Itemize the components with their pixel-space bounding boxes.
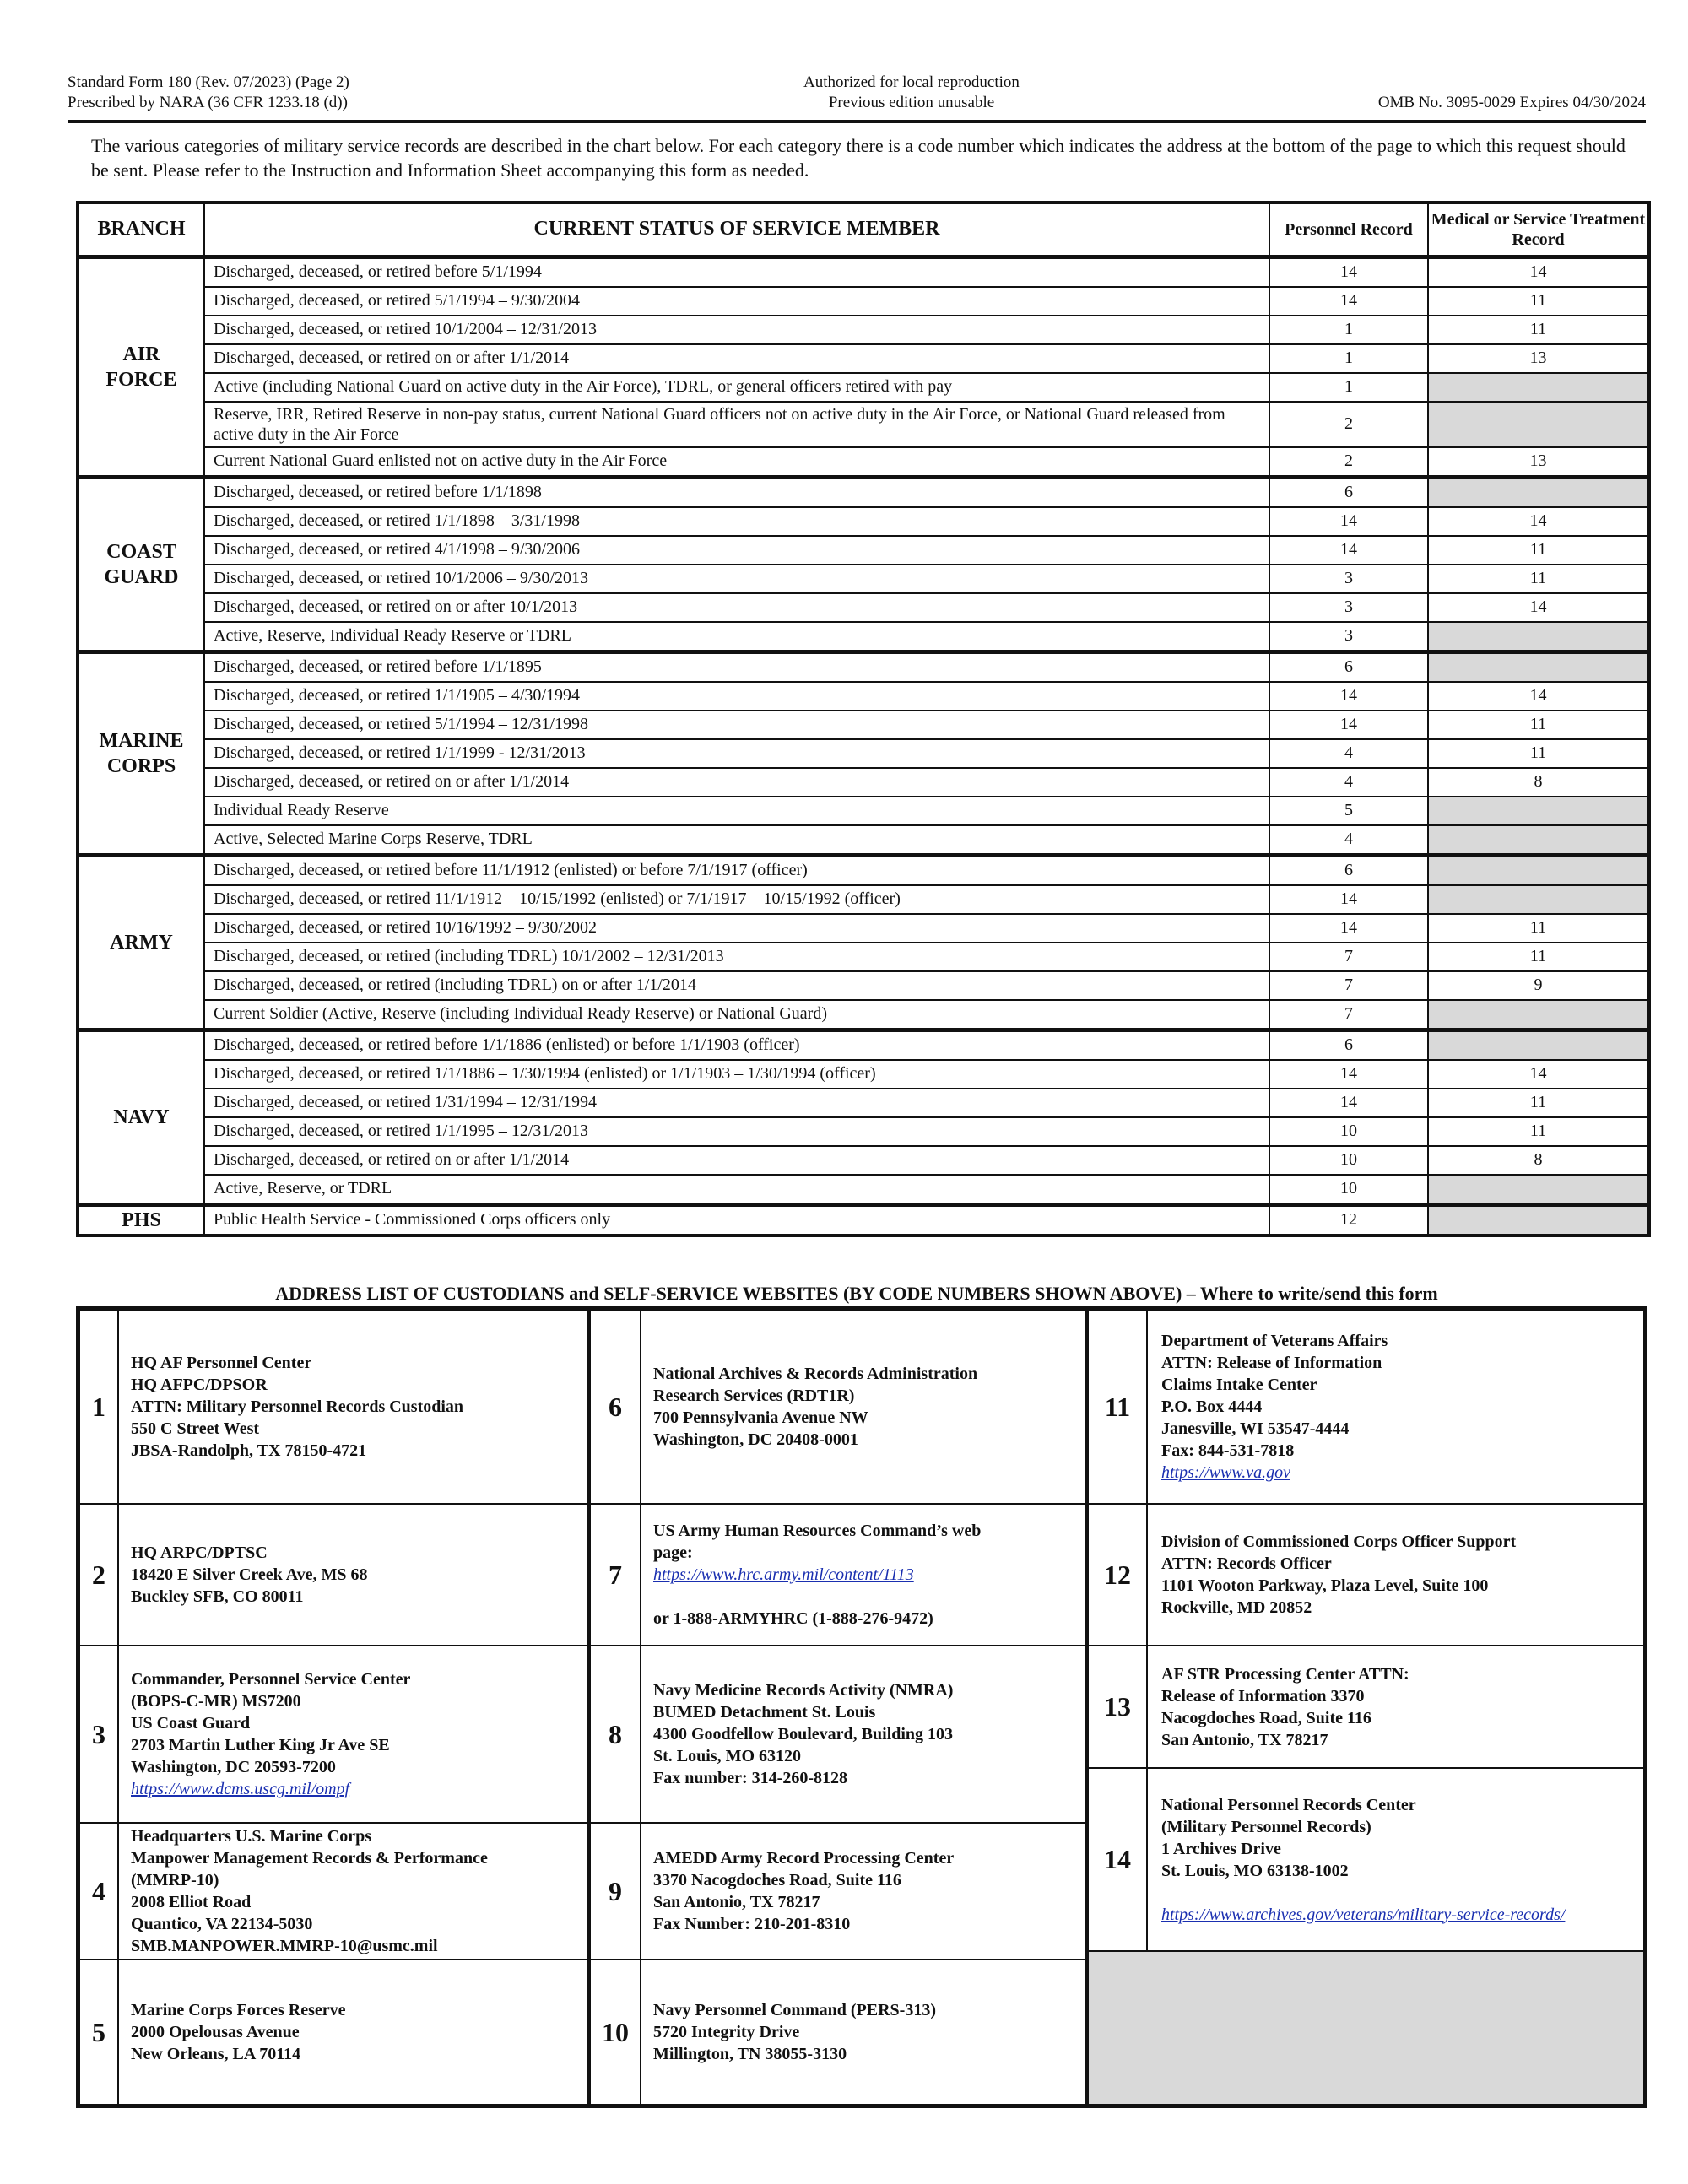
table-row xyxy=(78,477,1649,507)
address-line: 3370 Nacogdoches Road, Suite 116 xyxy=(653,1871,901,1889)
medical-code: 11 xyxy=(1428,316,1649,344)
branch-name-line1: ARMY xyxy=(110,931,173,954)
address-line: Fax number: 314-260-8128 xyxy=(653,1769,847,1787)
website-link[interactable]: https://www.archives.gov/veterans/military-service-records/ xyxy=(1161,1905,1566,1924)
address-line: Division of Commissioned Corps Officer Support xyxy=(1161,1533,1517,1551)
table-row xyxy=(78,651,1649,682)
address-line: 18420 E Silver Creek Ave, MS 68 xyxy=(131,1565,368,1584)
status-cell: Discharged, deceased, or retired before 1/1/1886 (enlisted) or before 1/1/1903 (officer) xyxy=(204,1030,1269,1060)
address-line: St. Louis, MO 63120 xyxy=(653,1747,802,1765)
table-row xyxy=(78,1030,1649,1060)
address-line: 2000 Opelousas Avenue xyxy=(131,2023,300,2041)
personnel-code: 14 xyxy=(1269,507,1428,536)
address-line: HQ AF Personnel Center xyxy=(131,1354,312,1372)
branch-label xyxy=(78,1204,204,1235)
medical-code-na xyxy=(1428,1030,1649,1060)
personnel-code: 14 xyxy=(1269,536,1428,565)
address-line: ATTN: Military Personnel Records Custodian xyxy=(131,1397,464,1416)
form-header xyxy=(68,73,1646,120)
address-body xyxy=(1161,1311,1638,1503)
address-body xyxy=(653,1824,1079,1959)
table-row xyxy=(78,711,1649,739)
personnel-code: 7 xyxy=(1269,943,1428,971)
address-line: 1101 Wooton Parkway, Plaza Level, Suite 100 xyxy=(1161,1576,1489,1595)
status-cell: Active, Reserve, or TDRL xyxy=(204,1175,1269,1205)
form-prescribed: Prescribed by NARA (36 CFR 1233.18 (d)) xyxy=(68,94,348,111)
address-line: Millington, TN 38055-3130 xyxy=(653,2045,847,2063)
status-cell: Discharged, deceased, or retired before 5/1/1994 xyxy=(204,257,1269,287)
table-row xyxy=(78,855,1649,885)
medical-code: 14 xyxy=(1428,257,1649,287)
address-body xyxy=(131,1960,582,2104)
personnel-code: 1 xyxy=(1269,344,1428,373)
omb-number: OMB No. 3095-0029 Expires 04/30/2024 xyxy=(1377,94,1646,111)
website-link[interactable]: https://www.hrc.army.mil/content/1113 xyxy=(653,1565,914,1584)
table-row xyxy=(78,682,1649,711)
address-line: Navy Medicine Records Activity (NMRA) xyxy=(653,1681,954,1700)
branch-name-line1: NAVY xyxy=(113,1106,170,1128)
status-cell: Discharged, deceased, or retired 1/31/1994 – 12/31/1994 xyxy=(204,1089,1269,1117)
address-line: P.O. Box 4444 xyxy=(1161,1397,1263,1416)
medical-code: 11 xyxy=(1428,943,1649,971)
website-link[interactable]: https://www.va.gov xyxy=(1161,1463,1290,1482)
address-line: AMEDD Army Record Processing Center xyxy=(653,1849,955,1868)
table-row xyxy=(78,565,1649,593)
address-cell-4 xyxy=(80,1824,587,1960)
address-body xyxy=(653,1505,1079,1645)
status-cell: Active, Reserve, Individual Ready Reserve or TDRL xyxy=(204,622,1269,652)
status-cell: Discharged, deceased, or retired before 11/1/1912 (enlisted) or before 7/1/1917 (officer) xyxy=(204,855,1269,885)
address-body xyxy=(1161,1505,1638,1645)
status-cell: Current National Guard enlisted not on active duty in the Air Force xyxy=(204,447,1269,478)
address-line: Buckley SFB, CO 80011 xyxy=(131,1587,304,1606)
table-row xyxy=(78,287,1649,316)
table-row xyxy=(78,885,1649,914)
address-line: New Orleans, LA 70114 xyxy=(131,2045,301,2063)
header-status: CURRENT STATUS OF SERVICE MEMBER xyxy=(204,203,1269,257)
address-line: 4300 Goodfellow Boulevard, Building 103 xyxy=(653,1725,954,1743)
personnel-code: 14 xyxy=(1269,914,1428,943)
personnel-code: 14 xyxy=(1269,257,1428,287)
form-number: Standard Form 180 (Rev. 07/2023) (Page 2) xyxy=(68,73,349,91)
personnel-code: 7 xyxy=(1269,1000,1428,1030)
table-row xyxy=(78,593,1649,622)
address-body xyxy=(131,1824,582,1959)
address-code: 14 xyxy=(1089,1769,1148,1950)
address-line: Fax: 844-531-7818 xyxy=(1161,1441,1295,1460)
address-line: Research Services (RDT1R) xyxy=(653,1387,855,1405)
personnel-code: 2 xyxy=(1269,447,1428,478)
medical-code: 14 xyxy=(1428,1060,1649,1089)
table-row xyxy=(78,622,1649,652)
personnel-code: 4 xyxy=(1269,825,1428,856)
spacer xyxy=(1161,1882,1638,1904)
personnel-code: 10 xyxy=(1269,1117,1428,1146)
status-cell: Discharged, deceased, or retired before 1/1/1898 xyxy=(204,477,1269,507)
status-cell: Active, Selected Marine Corps Reserve, TDRL xyxy=(204,825,1269,856)
header-branch: BRANCH xyxy=(78,203,204,257)
medical-code: 11 xyxy=(1428,914,1649,943)
address-cell-11 xyxy=(1089,1311,1643,1505)
medical-code-na xyxy=(1428,373,1649,402)
medical-code: 14 xyxy=(1428,682,1649,711)
address-line: Rockville, MD 20852 xyxy=(1161,1598,1312,1617)
personnel-code: 12 xyxy=(1269,1204,1428,1235)
status-cell: Discharged, deceased, or retired 1/1/1999 - 12/31/2013 xyxy=(204,739,1269,768)
intro-paragraph: The various categories of military service records are described in the chart below. For each category there is a code number which indicates the address at the bottom of the page to which this request should be sent. Please refer to the Instruction and Information Sheet accompanying this form as needed. xyxy=(91,135,1626,181)
status-cell: Discharged, deceased, or retired 5/1/1994 – 12/31/1998 xyxy=(204,711,1269,739)
address-body xyxy=(131,1646,582,1822)
address-line: 700 Pennsylvania Avenue NW xyxy=(653,1408,868,1427)
medical-code: 9 xyxy=(1428,971,1649,1000)
table-row xyxy=(78,373,1649,402)
records-table xyxy=(76,201,1651,1237)
table-row xyxy=(78,507,1649,536)
medical-code-na xyxy=(1428,1000,1649,1030)
address-line: AF STR Processing Center ATTN: xyxy=(1161,1664,1409,1684)
table-row xyxy=(78,316,1649,344)
address-code: 9 xyxy=(591,1824,641,1959)
personnel-code: 6 xyxy=(1269,855,1428,885)
medical-code-na xyxy=(1428,885,1649,914)
status-cell: Discharged, deceased, or retired before 1/1/1895 xyxy=(204,651,1269,682)
spacer xyxy=(653,1586,1079,1608)
status-cell: Discharged, deceased, or retired on or after 1/1/2014 xyxy=(204,768,1269,797)
status-cell: Discharged, deceased, or retired on or after 10/1/2013 xyxy=(204,593,1269,622)
status-cell: Discharged, deceased, or retired 1/1/1898 – 3/31/1998 xyxy=(204,507,1269,536)
address-line: National Archives & Records Administration xyxy=(653,1365,978,1383)
address-line: Department of Veterans Affairs xyxy=(1161,1332,1388,1350)
address-line: 550 C Street West xyxy=(131,1419,260,1438)
address-line: US Coast Guard xyxy=(131,1714,251,1733)
status-cell: Reserve, IRR, Retired Reserve in non-pay status, current National Guard officers not on active duty in the Air Force, or National Guard released from active duty in the Air Force xyxy=(204,402,1269,447)
address-line: Headquarters U.S. Marine Corps xyxy=(131,1827,371,1846)
address-line: JBSA-Randolph, TX 78150-4721 xyxy=(131,1441,367,1460)
table-row xyxy=(78,768,1649,797)
address-line: 5720 Integrity Drive xyxy=(653,2023,800,2041)
medical-code-na xyxy=(1428,651,1649,682)
address-cell-13 xyxy=(1089,1646,1643,1769)
address-line: 1 Archives Drive xyxy=(1161,1839,1281,1858)
status-cell: Discharged, deceased, or retired 5/1/1994 – 9/30/2004 xyxy=(204,287,1269,316)
medical-code-na xyxy=(1428,797,1649,825)
address-line: National Personnel Records Center xyxy=(1161,1795,1416,1814)
table-row xyxy=(78,1175,1649,1205)
status-cell: Discharged, deceased, or retired on or after 1/1/2014 xyxy=(204,1146,1269,1175)
medical-code: 11 xyxy=(1428,739,1649,768)
address-column-3 xyxy=(1089,1311,1643,2104)
address-line: San Antonio, TX 78217 xyxy=(1161,1730,1328,1749)
status-cell: Discharged, deceased, or retired 1/1/1995 – 12/31/2013 xyxy=(204,1117,1269,1146)
address-line: Washington, DC 20593-7200 xyxy=(131,1758,336,1776)
address-line: 2008 Elliot Road xyxy=(131,1893,252,1911)
personnel-code: 2 xyxy=(1269,402,1428,447)
medical-code: 8 xyxy=(1428,768,1649,797)
address-code: 4 xyxy=(80,1824,119,1959)
medical-code: 11 xyxy=(1428,1117,1649,1146)
reproduction-notice xyxy=(675,73,1148,113)
address-code: 8 xyxy=(591,1646,641,1822)
personnel-code: 10 xyxy=(1269,1175,1428,1205)
personnel-code: 3 xyxy=(1269,593,1428,622)
branch-name-line1: COAST xyxy=(106,540,176,563)
address-cell-10 xyxy=(591,1960,1085,2104)
personnel-code: 3 xyxy=(1269,622,1428,652)
medical-code: 11 xyxy=(1428,711,1649,739)
status-cell: Discharged, deceased, or retired 10/1/2004 – 12/31/2013 xyxy=(204,316,1269,344)
website-link[interactable]: https://www.dcms.uscg.mil/ompf xyxy=(131,1780,350,1798)
table-row xyxy=(78,1089,1649,1117)
address-line: HQ AFPC/DPSOR xyxy=(131,1376,268,1394)
address-code: 12 xyxy=(1089,1505,1148,1645)
status-cell: Discharged, deceased, or retired 1/1/1886 – 1/30/1994 (enlisted) or 1/1/1903 – 1/30/1994 (officer) xyxy=(204,1060,1269,1089)
address-code: 11 xyxy=(1089,1311,1148,1503)
address-code: 2 xyxy=(80,1505,119,1645)
branch-name-line1: PHS xyxy=(122,1208,161,1231)
table-row xyxy=(78,739,1649,768)
address-column-2 xyxy=(591,1311,1089,2104)
personnel-code: 6 xyxy=(1269,477,1428,507)
address-line: Janesville, WI 53547-4444 xyxy=(1161,1419,1350,1438)
address-line: San Antonio, TX 78217 xyxy=(653,1893,820,1911)
status-cell: Discharged, deceased, or retired 10/16/1992 – 9/30/2002 xyxy=(204,914,1269,943)
address-list-title: ADDRESS LIST OF CUSTODIANS and SELF-SERVICE WEBSITES (BY CODE NUMBERS SHOWN ABOVE) – Where to write/send this form xyxy=(275,1283,1438,1304)
personnel-code: 1 xyxy=(1269,373,1428,402)
address-line: ATTN: Records Officer xyxy=(1161,1554,1332,1573)
branch-name-line2: CORPS xyxy=(106,754,176,777)
form-id xyxy=(68,73,349,113)
address-line: SMB.MANPOWER.MMRP-10@usmc.mil xyxy=(131,1937,438,1955)
personnel-code: 7 xyxy=(1269,971,1428,1000)
address-cell-7 xyxy=(591,1505,1085,1646)
medical-code-na xyxy=(1428,1204,1649,1235)
edition-text: Previous edition unusable xyxy=(828,94,995,111)
address-line: HQ ARPC/DPTSC xyxy=(131,1543,268,1562)
table-row xyxy=(78,344,1649,373)
table-row xyxy=(78,1146,1649,1175)
branch-label xyxy=(78,1030,204,1204)
address-line: 2703 Martin Luther King Jr Ave SE xyxy=(131,1736,390,1754)
table-row xyxy=(78,1060,1649,1089)
status-cell: Discharged, deceased, or retired 1/1/1905 – 4/30/1994 xyxy=(204,682,1269,711)
address-code: 3 xyxy=(80,1646,119,1822)
table-row xyxy=(78,536,1649,565)
personnel-code: 6 xyxy=(1269,651,1428,682)
address-body xyxy=(1161,1646,1638,1767)
address-line: (BOPS-C-MR) MS7200 xyxy=(131,1692,301,1711)
branch-name-line2: GUARD xyxy=(104,565,179,588)
address-line: Washington, DC 20408-0001 xyxy=(653,1430,858,1449)
address-code: 10 xyxy=(591,1960,641,2104)
address-cell-12 xyxy=(1089,1505,1643,1646)
address-code: 1 xyxy=(80,1311,119,1503)
address-code: 7 xyxy=(591,1505,641,1645)
medical-code-na xyxy=(1428,855,1649,885)
table-row xyxy=(78,1117,1649,1146)
personnel-code: 14 xyxy=(1269,711,1428,739)
medical-code: 13 xyxy=(1428,344,1649,373)
personnel-code: 14 xyxy=(1269,885,1428,914)
status-cell: Active (including National Guard on active duty in the Air Force), TDRL, or general officers retired with pay xyxy=(204,373,1269,402)
address-cell-2 xyxy=(80,1505,587,1646)
personnel-code: 14 xyxy=(1269,1089,1428,1117)
personnel-code: 14 xyxy=(1269,287,1428,316)
records-body xyxy=(78,257,1649,1235)
medical-code: 11 xyxy=(1428,287,1649,316)
address-line: Commander, Personnel Service Center xyxy=(131,1670,411,1689)
medical-code-na xyxy=(1428,402,1649,447)
table-row xyxy=(78,1204,1649,1235)
address-line: Nacogdoches Road, Suite 116 xyxy=(1161,1708,1372,1727)
address-cell-3 xyxy=(80,1646,587,1824)
address-line: page: xyxy=(653,1543,693,1562)
branch-label xyxy=(78,855,204,1030)
address-line: BUMED Detachment St. Louis xyxy=(653,1703,876,1722)
header-divider xyxy=(68,120,1646,123)
branch-name-line2: FORCE xyxy=(106,368,177,391)
personnel-code: 4 xyxy=(1269,768,1428,797)
status-cell: Discharged, deceased, or retired 4/1/1998 – 9/30/2006 xyxy=(204,536,1269,565)
table-row xyxy=(78,914,1649,943)
address-cell-8 xyxy=(591,1646,1085,1824)
table-row xyxy=(78,971,1649,1000)
medical-code: 14 xyxy=(1428,593,1649,622)
address-line: Fax Number: 210-201-8310 xyxy=(653,1915,851,1933)
personnel-code: 6 xyxy=(1269,1030,1428,1060)
address-code: 5 xyxy=(80,1960,119,2104)
address-line: Release of Information 3370 xyxy=(1161,1686,1365,1706)
address-line: Manpower Management Records & Performance xyxy=(131,1849,488,1868)
address-line: Marine Corps Forces Reserve xyxy=(131,2001,346,2019)
table-row xyxy=(78,825,1649,856)
status-cell: Discharged, deceased, or retired (including TDRL) on or after 1/1/2014 xyxy=(204,971,1269,1000)
personnel-code: 10 xyxy=(1269,1146,1428,1175)
empty-shaded-cell xyxy=(1089,1952,1643,2104)
table-row xyxy=(78,257,1649,287)
personnel-code: 14 xyxy=(1269,1060,1428,1089)
personnel-code: 5 xyxy=(1269,797,1428,825)
medical-code: 11 xyxy=(1428,536,1649,565)
table-row xyxy=(78,943,1649,971)
table-row xyxy=(78,797,1649,825)
address-line: Navy Personnel Command (PERS-313) xyxy=(653,2001,936,2019)
status-cell: Discharged, deceased, or retired 10/1/2006 – 9/30/2013 xyxy=(204,565,1269,593)
phone-line: or 1-888-ARMYHRC (1-888-276-9472) xyxy=(653,1609,933,1628)
address-cell-9 xyxy=(591,1824,1085,1960)
address-line: (MMRP-10) xyxy=(131,1871,219,1889)
table-row xyxy=(78,402,1649,447)
status-cell: Discharged, deceased, or retired on or after 1/1/2014 xyxy=(204,344,1269,373)
address-cell-14 xyxy=(1089,1769,1643,1952)
personnel-code: 14 xyxy=(1269,682,1428,711)
reproduction-text: Authorized for local reproduction xyxy=(803,73,1020,91)
medical-code: 8 xyxy=(1428,1146,1649,1175)
medical-code-na xyxy=(1428,1175,1649,1205)
medical-code-na xyxy=(1428,825,1649,856)
medical-code: 11 xyxy=(1428,1089,1649,1117)
address-line: St. Louis, MO 63138-1002 xyxy=(1161,1861,1349,1880)
address-line: Claims Intake Center xyxy=(1161,1376,1317,1394)
address-line: ATTN: Release of Information xyxy=(1161,1354,1382,1372)
address-body xyxy=(131,1505,582,1645)
branch-name-line1: MARINE xyxy=(99,729,184,752)
branch-label xyxy=(78,257,204,477)
address-body xyxy=(653,1960,1079,2104)
medical-code-na xyxy=(1428,477,1649,507)
medical-code: 14 xyxy=(1428,507,1649,536)
status-cell: Public Health Service - Commissioned Corps officers only xyxy=(204,1204,1269,1235)
status-cell: Discharged, deceased, or retired 11/1/1912 – 10/15/1992 (enlisted) or 7/1/1917 – 10/15/1992 (officer) xyxy=(204,885,1269,914)
table-row xyxy=(78,1000,1649,1030)
address-code: 13 xyxy=(1089,1646,1148,1767)
address-line: Quantico, VA 22134-5030 xyxy=(131,1915,313,1933)
personnel-code: 4 xyxy=(1269,739,1428,768)
address-body xyxy=(653,1311,1079,1503)
medical-code: 13 xyxy=(1428,447,1649,478)
personnel-code: 3 xyxy=(1269,565,1428,593)
header-medical: Medical or Service Treatment Record xyxy=(1428,203,1649,257)
table-row xyxy=(78,447,1649,478)
header-personnel: Personnel Record xyxy=(1269,203,1428,257)
personnel-code: 1 xyxy=(1269,316,1428,344)
address-body xyxy=(131,1311,582,1503)
status-cell: Current Soldier (Active, Reserve (including Individual Ready Reserve) or National Guard) xyxy=(204,1000,1269,1030)
branch-label xyxy=(78,651,204,855)
medical-code-na xyxy=(1428,622,1649,652)
status-cell: Individual Ready Reserve xyxy=(204,797,1269,825)
address-body xyxy=(1161,1769,1638,1950)
address-line: US Army Human Resources Command’s web xyxy=(653,1522,982,1540)
address-cell-6 xyxy=(591,1311,1085,1505)
branch-name-line1: AIR xyxy=(122,343,160,365)
medical-code: 11 xyxy=(1428,565,1649,593)
address-code: 6 xyxy=(591,1311,641,1503)
address-grid xyxy=(76,1306,1647,2108)
address-body xyxy=(653,1646,1079,1822)
address-column-1 xyxy=(80,1311,591,2104)
branch-label xyxy=(78,477,204,651)
status-cell: Discharged, deceased, or retired (including TDRL) 10/1/2002 – 12/31/2013 xyxy=(204,943,1269,971)
address-line: (Military Personnel Records) xyxy=(1161,1817,1372,1836)
address-cell-5 xyxy=(80,1960,587,2104)
address-cell-1 xyxy=(80,1311,587,1505)
